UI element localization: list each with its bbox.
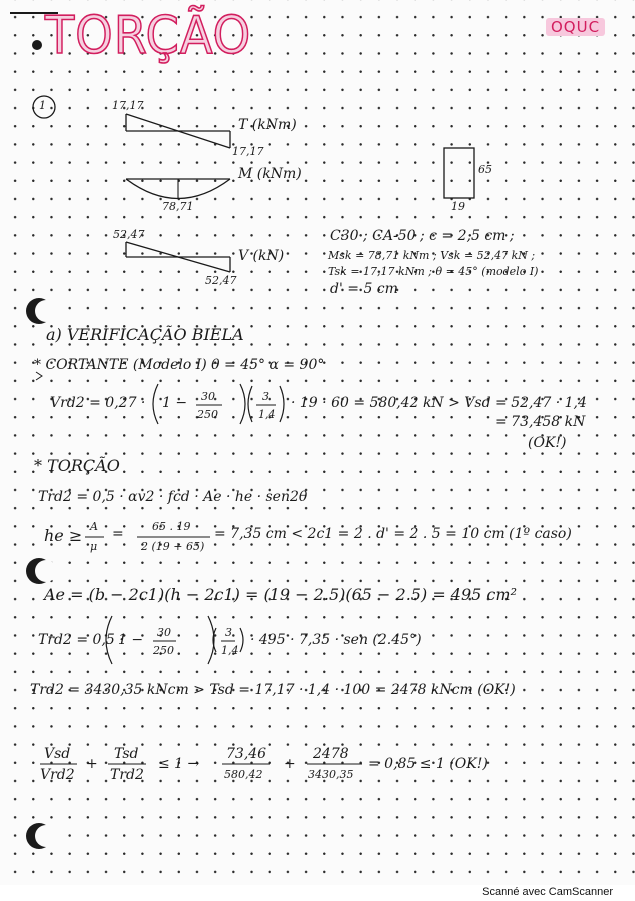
given-line-2: Msk = 78,71 kNm ; Vsk = 52,47 kN ; [328,249,536,262]
vrd2-frac2-num: 3 [262,390,269,403]
torque-axis-label: T (kNm) [238,117,297,133]
vrd2-lhs: Vrd2 = 0,27 · [50,395,146,411]
torcao-title: * TORÇÃO [34,456,120,475]
moment-value: 78,71 [162,200,194,213]
inter-plus-2: + [284,756,296,772]
inter-mid: ≤ 1 → [158,756,200,772]
trd2b-frac2-num: 3 [225,626,232,639]
vrd2-one-minus: 1 − [162,395,188,411]
trd2b-frac2-den: 1,4 [221,644,239,657]
section-a-title: a) VERIFICAÇÃO BIELA [46,325,244,344]
given-line-1: C30 ; CA-50 ; c = 2,5 cm ; [330,228,515,244]
inter-c-num: 73,46 [226,746,267,762]
shear-diagram [126,242,230,272]
cross-section [444,148,474,198]
vrd2-ok: (OK!) [528,435,567,451]
he-frac2-num: 65 . 19 [152,520,191,533]
trd2b-rest: · 495 · 7,35 · sen (2.45°) [250,632,422,648]
vrd2-frac-den: 250 [197,408,218,421]
trd2-formula: Trd2 = 0,5 · αv2 · fcd · Ae · he · sen2θ [38,489,308,505]
cortante-title: * CORTANTE (Modelo I) θ = 45° α = 90° [34,357,325,373]
trd2b-one-minus: 1 − [118,632,144,648]
shear-value-right: 52,47 [205,274,237,287]
shear-value-left: 52,47 [113,228,145,241]
trd2-result: Trd2 = 3430,35 kNcm > Tsd = 17,17 · 1,4 · 100 = 2478 kNcm (OK!) [30,682,516,698]
inter-d-num: 2478 [313,746,349,762]
section-height: 65 [478,163,492,176]
inter-c-den: 580,42 [224,768,263,781]
vrd2-rest: · 19 · 60 = 580,42 kN > Vsd = 52,47 · 1,4 [291,395,587,411]
inter-vrd2: Vrd2 [40,767,75,783]
given-line-4: d' = 5 cm [330,281,398,297]
he-frac1-den: μ [90,540,98,553]
torque-value-right: 17,17 [232,145,264,158]
torque-diagram [126,114,230,148]
vrd2-result: = 73,458 kN [495,414,586,430]
inter-trd2: Trd2 [110,767,144,783]
moment-axis-label: M (kNm) [238,166,302,182]
vrd2-frac2-den: 1,4 [258,408,276,421]
he-equals: = [112,526,124,542]
ae-line: Ae = (b − 2c1)(h − 2c1) = (19 − 2.5)(65 − 2.5) = 495 cm² [44,585,517,604]
he-frac1-num: A [90,520,98,533]
shear-axis-label: V (kN) [238,248,285,264]
he-lhs: he ≥ [44,526,83,545]
moment-diagram [126,179,230,199]
vrd2-frac-num: 30 [201,390,215,403]
inter-d-den: 3430,35 [308,768,354,781]
inter-plus-1: + [86,756,98,772]
inter-vsd: Vsd [44,746,71,762]
header-tag: OQUC [546,18,605,36]
he-frac2-den: 2 (19 + 65) [141,540,205,553]
torque-value-left: 17,17 [112,99,144,112]
scanner-watermark: Scanné avec CamScanner [482,886,613,898]
inter-tsd: Tsd [114,746,139,762]
page-title: TORÇÃO [45,6,252,66]
he-rest: = 7,35 cm < 2c1 = 2 . d' = 2 . 5 = 10 cm (1º caso) [214,526,572,542]
trd2b-frac-den: 250 [153,644,174,657]
given-line-3: Tsk = 17,17 kNm ; θ = 45° (modelo I) [328,265,539,278]
inter-end: = 0,85 ≤ 1 (OK!) [368,756,488,772]
trd2b-frac-num: 30 [157,626,171,639]
item-number: 1 [39,99,46,112]
section-width: 19 [451,200,465,213]
trd2b-lhs: Trd2 = 0,5 · [38,632,124,648]
